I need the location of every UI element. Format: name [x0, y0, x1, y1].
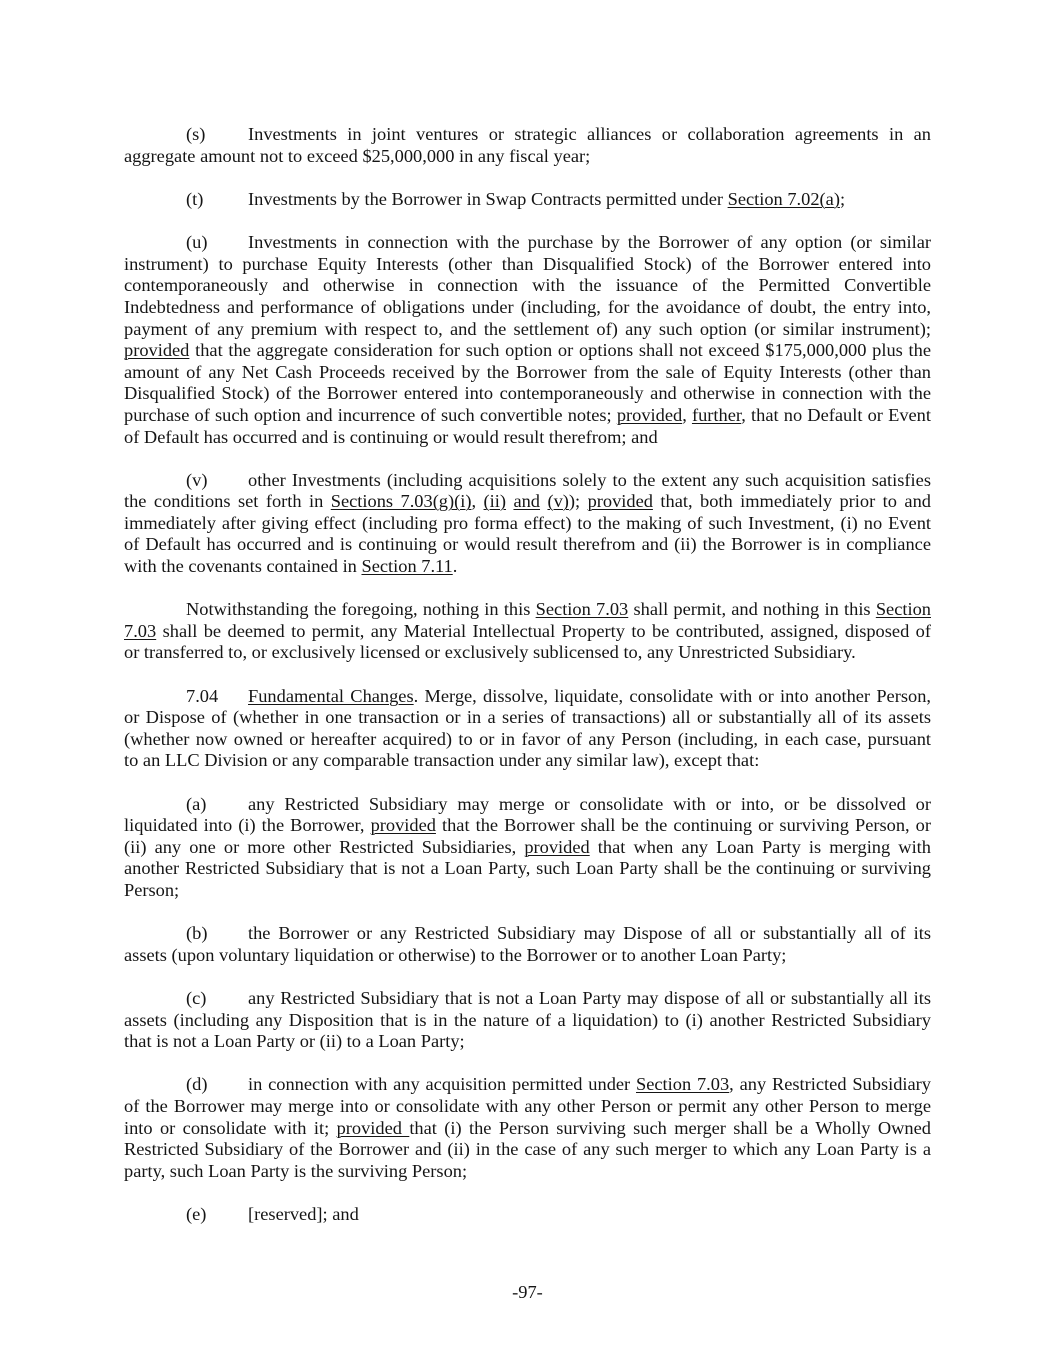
text-segment: . [452, 556, 458, 577]
text-segment: payment of any premium with respect to, and the settlement of) any such option (or similar instrument); [124, 318, 931, 339]
text-line [124, 470, 931, 492]
text-segment: shall be deemed to permit, any Material Intellectual Property to be contributed, assigned, disposed of [156, 620, 931, 641]
clause-e [124, 1204, 931, 1226]
text-segment: ); [568, 491, 588, 512]
text-line [124, 275, 931, 297]
underlined-reference: provided [370, 815, 436, 836]
clause-b [124, 923, 931, 966]
text-segment: any Restricted Subsidiary may merge or consolidate with or into, or be dissolved or [248, 793, 931, 814]
paragraph-label: (b) [186, 923, 208, 944]
text-segment: the Borrower or any Restricted Subsidiary may Dispose of all or substantially all of its [248, 923, 931, 944]
underlined-reference: Sections 7.03(g)(i) [330, 491, 472, 512]
paragraph-label: 7.04 [186, 685, 219, 706]
underlined-reference: Section 7.03 [636, 1074, 730, 1095]
text-line [124, 686, 931, 708]
text-line [124, 880, 931, 902]
text-segment: that is not a Loan Party or (ii) to a Loan Party; [124, 1031, 465, 1052]
underlined-reference: Section 7.11 [361, 556, 453, 577]
text-line [124, 513, 931, 535]
text-segment: other Investments (including acquisitions solely to the extent any such acquisition satisfies [248, 469, 931, 490]
underlined-reference: provided [124, 340, 190, 361]
text-segment: the conditions set forth in [124, 491, 331, 512]
text-segment: purchase of such option and incurrence of such convertible notes; [124, 404, 617, 425]
paragraph-label: (c) [186, 987, 207, 1008]
text-line [124, 923, 931, 945]
text-segment: Indebtedness and performance of obligations under (including, for the avoidance of doubt, the entry into, [124, 296, 931, 317]
text-segment: Investments by the Borrower in Swap Contracts permitted under [248, 188, 728, 209]
underlined-reference: provided [616, 404, 683, 425]
text-segment: liquidated into (i) the Borrower, [124, 815, 371, 836]
text-segment: (ii) any one or more other Restricted Subsidiaries, [124, 836, 525, 857]
text-segment: , [682, 404, 692, 425]
text-segment: [reserved]; and [248, 1203, 359, 1224]
text-segment: , any Restricted Subsidiary [729, 1074, 931, 1095]
text-line [124, 297, 931, 319]
text-line [124, 621, 931, 643]
text-segment: of Default has occurred and is continuing or would result therefrom; and [124, 426, 658, 447]
text-segment: or transferred to, or exclusively licensed or exclusively sublicensed to, any Unrestricted Subsidiary. [124, 642, 856, 663]
text-line [124, 254, 931, 276]
paragraph-label: (e) [186, 1203, 207, 1224]
text-segment: of Default has occurred and is continuing or would result therefrom and (ii) the Borrower is in compliance [124, 534, 931, 555]
text-line [124, 815, 931, 837]
text-line [124, 232, 931, 254]
paragraph-label: (t) [186, 188, 204, 209]
text-line [124, 750, 931, 772]
paragraph-label: (s) [186, 124, 206, 145]
clause-c [124, 988, 931, 1053]
text-line [124, 534, 931, 556]
text-line [124, 427, 931, 449]
notwithstanding-paragraph [124, 599, 931, 664]
clause-s [124, 124, 931, 167]
text-segment: that the aggregate consideration for such option or options shall not exceed $175,000,000 plus the [189, 340, 931, 361]
underlined-reference: Section [875, 599, 931, 620]
text-line [124, 1010, 931, 1032]
text-line [124, 1118, 931, 1140]
underlined-reference: provided [587, 491, 653, 512]
text-segment: shall permit, and nothing in this [628, 599, 876, 620]
text-segment: in connection with any acquisition permitted under [248, 1074, 636, 1095]
text-line [124, 189, 931, 211]
text-line [124, 491, 931, 513]
paragraph-label: (u) [186, 232, 208, 253]
underlined-reference: Section 7.03 [535, 599, 629, 620]
text-segment: . Merge, dissolve, liquidate, consolidate with or into another Person, [413, 685, 931, 706]
text-segment: that, both immediately prior to and [652, 491, 931, 512]
text-line [124, 556, 931, 578]
text-line [124, 794, 931, 816]
text-line [124, 1074, 931, 1096]
text-segment: or Dispose of (whether in one transaction or in a series of transactions) all or substantially all of its assets [124, 707, 931, 728]
paragraph-label: (v) [186, 469, 208, 490]
section-7-04-fundamental-changes [124, 686, 931, 772]
text-line [124, 319, 931, 341]
text-line [124, 642, 931, 664]
underlined-reference: further [691, 404, 742, 425]
text-segment: Investments in connection with the purchase by the Borrower of any option (or similar [248, 232, 931, 253]
text-segment: Restricted Subsidiary of the Borrower and (ii) in the case of any such merger to which any Loan Party is a [124, 1139, 931, 1160]
text-line [124, 707, 931, 729]
underlined-reference: 7.03 [124, 620, 157, 641]
document-body [124, 124, 931, 1247]
text-segment: immediately after giving effect (including pro forma effect) to the making of such Investment, (i) no Event [124, 512, 931, 533]
underlined-reference: provided [336, 1117, 410, 1138]
underlined-reference: Fundamental Changes [248, 685, 414, 706]
clause-d [124, 1074, 931, 1182]
page-number: -97- [512, 1282, 543, 1302]
underlined-reference: (ii) [483, 491, 507, 512]
clause-v [124, 470, 931, 578]
text-line [124, 1161, 931, 1183]
text-segment: (whether now owned or hereafter acquired) to or in favor of any Person (including, in each case, pursuant [124, 728, 931, 749]
text-line [124, 1139, 931, 1161]
text-line [124, 1031, 931, 1053]
underlined-reference: provided [524, 836, 590, 857]
text-line [124, 146, 931, 168]
text-segment: contemporaneously and otherwise in connection with the issuance of the Permitted Convertible [124, 275, 931, 296]
clause-a [124, 794, 931, 902]
text-line [124, 858, 931, 880]
text-segment: aggregate amount not to exceed $25,000,000 in any fiscal year; [124, 145, 591, 166]
text-segment: instrument) to purchase Equity Interests (other than Disqualified Stock) of the Borrower entered into [124, 253, 931, 274]
text-segment: Notwithstanding the foregoing, nothing in this [186, 599, 536, 620]
text-segment: Person; [124, 879, 180, 900]
text-line [124, 1204, 931, 1226]
text-segment: of the Borrower may merge into or consolidate with any other Person or permit any other Person to merge [124, 1095, 931, 1116]
clause-u [124, 232, 931, 448]
text-segment: assets (upon voluntary liquidation or otherwise) to the Borrower or to another Loan Party; [124, 944, 787, 965]
text-segment: any Restricted Subsidiary that is not a Loan Party may dispose of all or substantially all its [248, 987, 931, 1008]
clause-t [124, 189, 931, 211]
underlined-reference: (v) [547, 491, 569, 512]
text-line [124, 729, 931, 751]
text-segment: party, such Loan Party is the surviving Person; [124, 1160, 468, 1181]
underlined-reference: Section 7.02(a) [727, 188, 840, 209]
text-line [124, 340, 931, 362]
text-line [124, 383, 931, 405]
text-line [124, 124, 931, 146]
text-segment: ; [839, 188, 846, 209]
text-line [124, 1096, 931, 1118]
text-line [124, 988, 931, 1010]
text-line [124, 405, 931, 427]
paragraph-label: (d) [186, 1074, 208, 1095]
text-line [124, 837, 931, 859]
paragraph-label: (a) [186, 793, 207, 814]
text-segment: to an LLC Division or any comparable transaction under any similar law), except that: [124, 750, 760, 771]
underlined-reference: and [513, 491, 541, 512]
text-segment: that the Borrower shall be the continuing or surviving Person, or [435, 815, 931, 836]
text-segment: that (i) the Person surviving such merger shall be a Wholly Owned [409, 1117, 931, 1138]
text-segment: into or consolidate with it; [124, 1117, 337, 1138]
text-segment: another Restricted Subsidiary that is not a Loan Party, such Loan Party shall be the continuing or surviving [124, 858, 931, 879]
text-line [124, 945, 931, 967]
text-segment: Disqualified Stock) of the Borrower entered into contemporaneously and otherwise in connection with the [124, 383, 931, 404]
text-segment: assets (including any Disposition that is in the nature of a liquidation) to (i) another Restricted Subsidiary [124, 1009, 931, 1030]
text-segment: with the covenants contained in [124, 556, 362, 577]
text-segment: amount of any Net Cash Proceeds received by the Borrower from the sale of Equity Interests (other than [124, 361, 931, 382]
text-segment: that when any Loan Party is merging with [589, 836, 931, 857]
text-line [124, 362, 931, 384]
text-line [124, 599, 931, 621]
text-segment: , [471, 491, 484, 512]
text-segment: , that no Default or Event [741, 404, 931, 425]
text-segment: Investments in joint ventures or strategic alliances or collaboration agreements in an [248, 124, 931, 145]
